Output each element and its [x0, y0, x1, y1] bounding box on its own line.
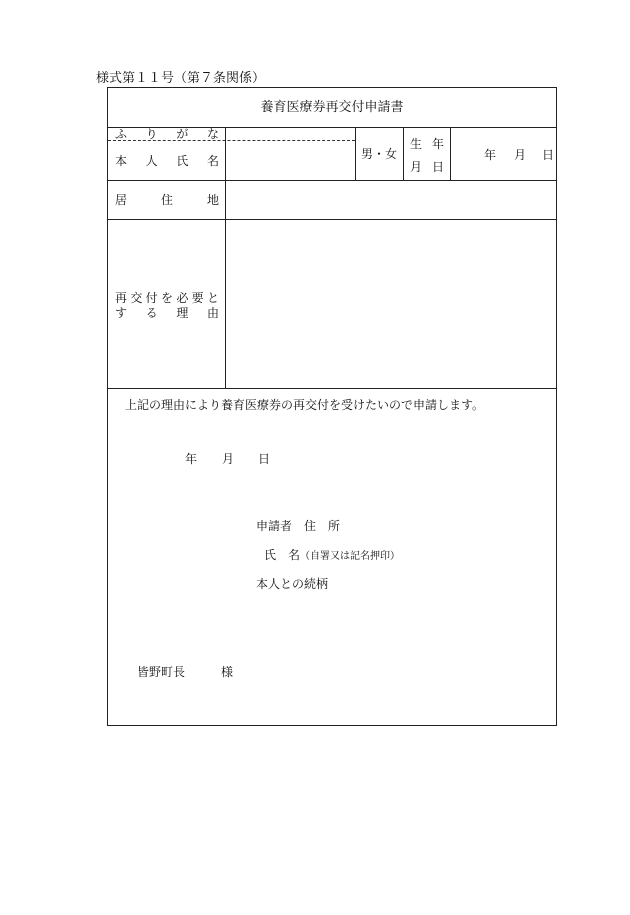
furigana-label: ふ り が な	[115, 127, 219, 141]
applicant-name-note: （自署又は記名押印）	[300, 551, 401, 562]
sex-column-divider-right	[403, 127, 404, 180]
birth-column-divider	[450, 127, 451, 180]
applicant-address-label: 申請者 住 所	[256, 519, 341, 533]
reason-label-line1: 再 交 付 を 必 要 と	[115, 291, 219, 305]
label-column-divider	[225, 127, 226, 388]
application-year-char: 年	[185, 452, 198, 466]
applicant-name-label	[264, 549, 400, 562]
birth-day-char: 日	[542, 148, 555, 162]
reason-label-line2: す る 理 由	[115, 306, 219, 320]
relationship-label: 本人との続柄	[256, 577, 329, 591]
form-number: 様式第１１号（第７条関係）	[96, 71, 266, 86]
name-label: 本 人 氏 名	[115, 154, 219, 168]
application-day-char: 日	[258, 452, 271, 466]
birth-month-char: 月	[514, 148, 527, 162]
application-form	[107, 87, 557, 726]
name-row-divider	[108, 180, 556, 181]
residence-label: 居 住 地	[115, 193, 219, 207]
birth-year-char: 年	[484, 148, 497, 162]
reason-row-divider	[108, 388, 556, 389]
sex-options: 男・女	[360, 147, 397, 161]
applicant-name-text: 氏 名	[264, 548, 301, 562]
addressee: 皆野町長	[137, 665, 186, 679]
honorific: 様	[221, 665, 234, 679]
birth-label-bottom: 月 日	[410, 160, 444, 174]
declaration-statement: 上記の理由により養育医療券の再交付を受けたいので申請します。	[125, 398, 485, 412]
form-title: 養育医療券再交付申請書	[260, 100, 404, 115]
residence-row-divider	[108, 219, 556, 220]
application-month-char: 月	[222, 452, 235, 466]
birth-label-top: 生 年	[410, 137, 444, 151]
